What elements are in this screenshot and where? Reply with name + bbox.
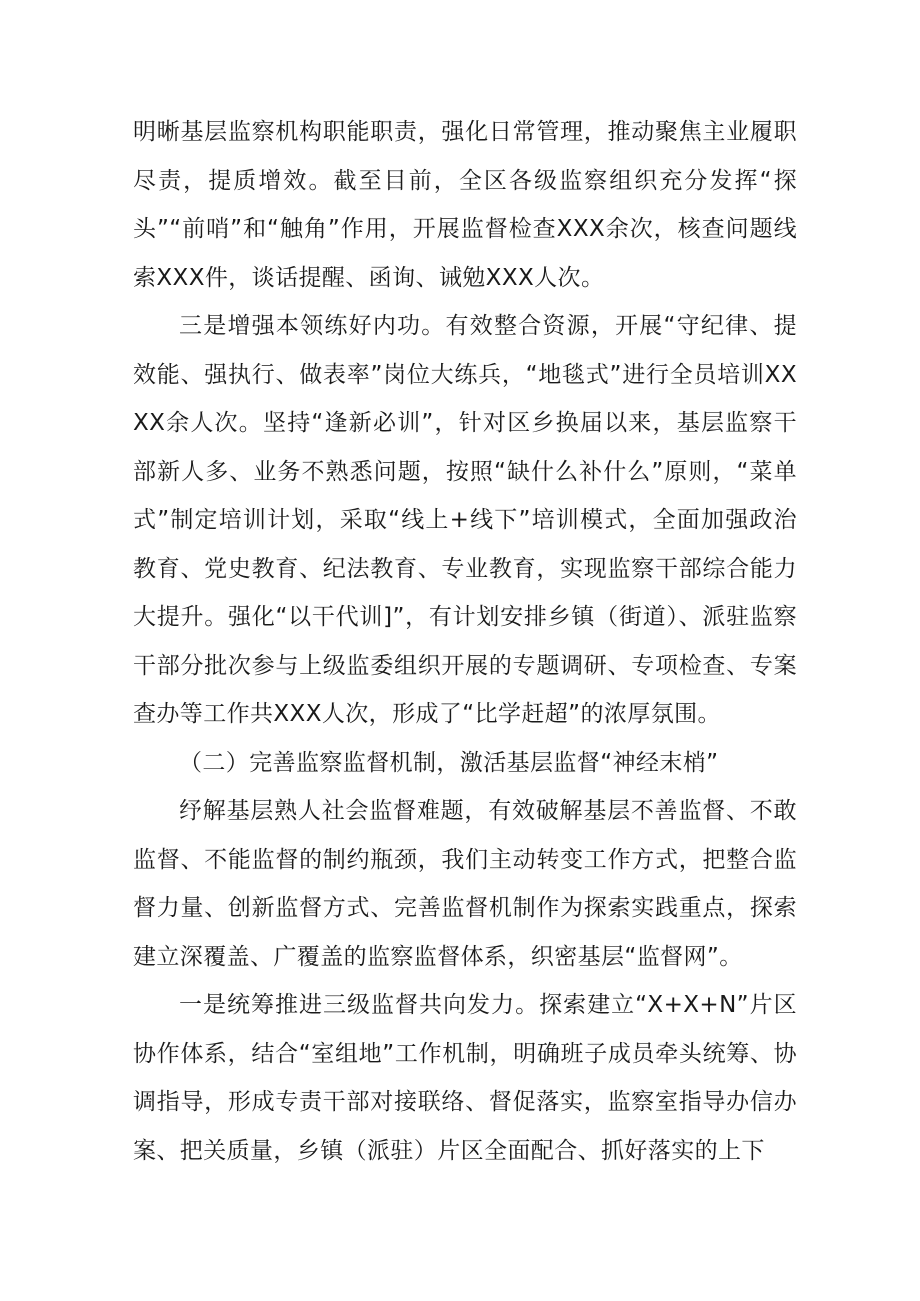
paragraph-skill-training: 三是增强本领练好内功。有效整合资源，开展“守纪律、提效能、强执行、做表率”岗位大练兵，“地毯式”进行全员培训XXXX余人次。坚持“逢新必训”，针对区乡换届以来，基层监察干部新人多、业务不熟悉问题，按照“缺什么补什么”原则，“菜单式”制定培训计划，采取“线上+线下”培训模式，全面加强政治教育、党史教育、纪法教育、专业教育，实现监察干部综合能力大提升。强化“以干代训]”，有计划安排乡镇（街道）、派驻监察干部分批次参与上级监委组织开展的专题调研、专项检查、专案查办等工作共XXX人次，形成了“比学赶超”的浓厚氛围。 [133,313,797,727]
paragraph-three-level-supervision: 一是统筹推进三级监督共向发力。探索建立“X+X+N”片区协作体系，结合“室组地”工作机制，明确班子成员牵头统筹、协调指导，形成专责干部对接联络、督促落实，监察室指导办信办案、把关质量，乡镇（派驻）片区全面配合、抓好落实的上下 [133,992,797,1164]
document-body [133,108,797,1175]
paragraph-supervision-intro: 纾解基层熟人社会监督难题，有效破解基层不善监督、不敢监督、不能监督的制约瓶颈，我们主动转变工作方式，把整合监督力量、创新监督方式、完善监督机制作为探索实践重点，探索建立深覆盖、广覆盖的监察监督体系，织密基层“监督网”。 [133,798,797,970]
paragraph-continued: 明晰基层监察机构职能职责，强化日常管理，推动聚焦主业履职尽责，提质增效。截至目前，全区各级监察组织充分发挥“探头”“前哨”和“触角”作用，开展监督检查XXX余次，核查问题线索XXX件，谈话提醒、函询、诫勉XXX人次。 [133,119,797,291]
section-heading: （二）完善监察监督机制，激活基层监督“神经末梢” [179,749,719,776]
